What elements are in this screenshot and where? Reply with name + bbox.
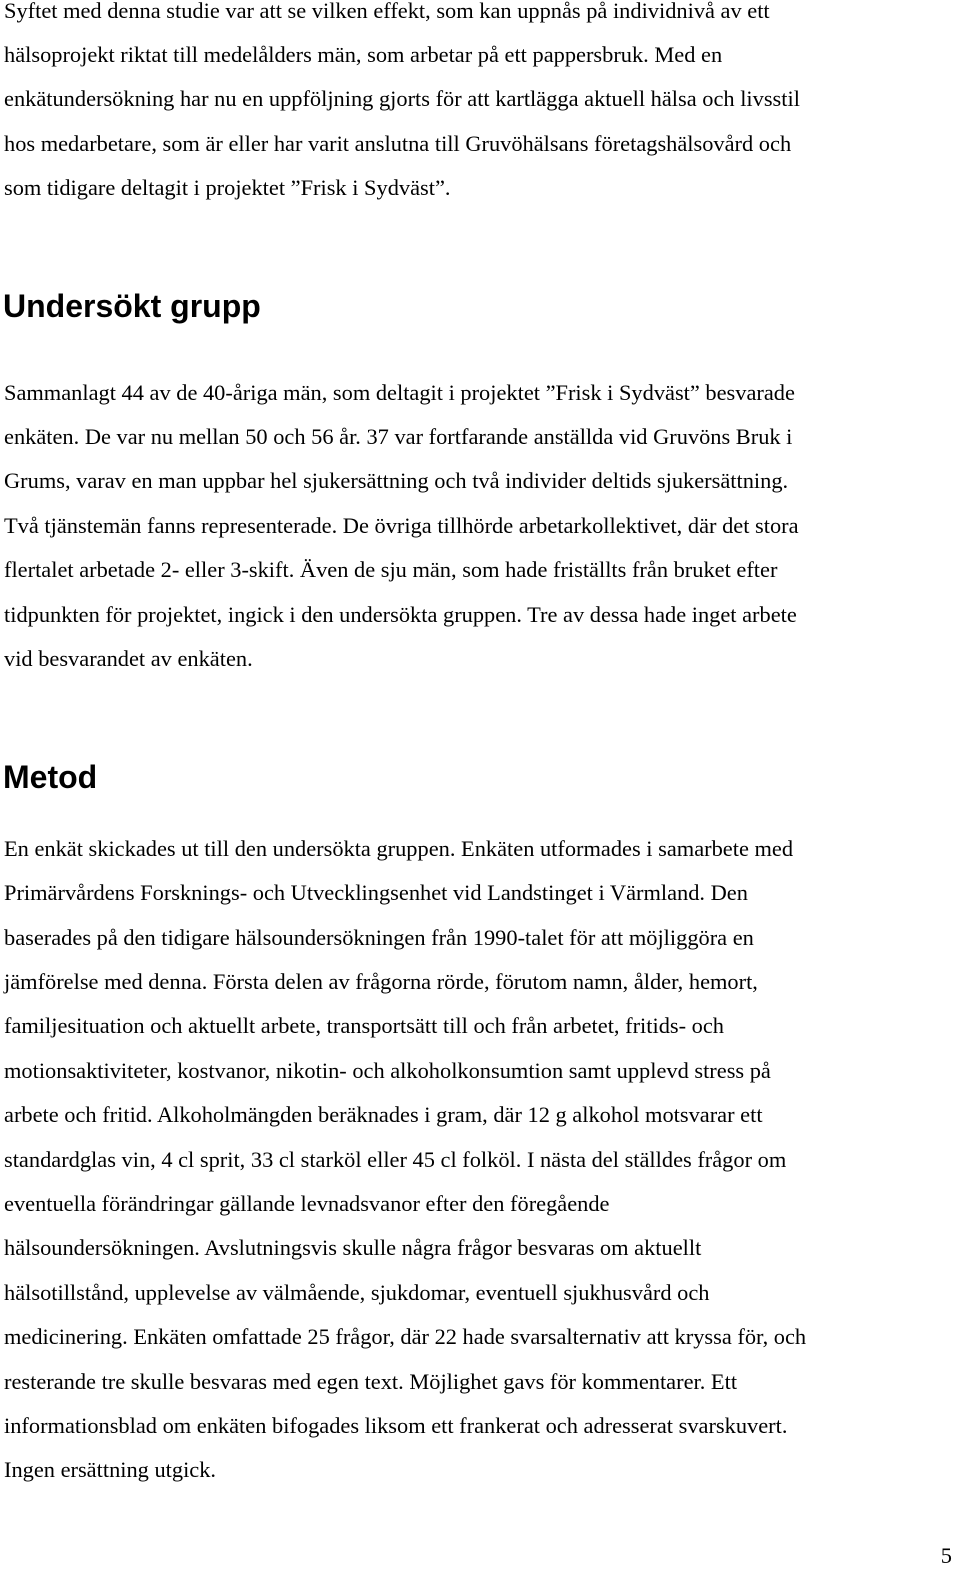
method-line: Primärvårdens Forsknings- och Utvecklingsenhet vid Landstinget i Värmland. Den (4, 880, 748, 905)
intro-line: som tidigare deltagit i projektet ”Frisk i Sydväst”. (4, 175, 451, 200)
section-heading-metod: Metod (3, 759, 98, 795)
group-line: Grums, varav en man uppbar hel sjukersättning och två individer deltids sjukersättning. (4, 468, 789, 493)
group-line: flertalet arbetade 2- eller 3-skift. Även de sju män, som hade friställts från bruket efter (4, 557, 778, 582)
intro-line: hälsoprojekt riktat till medelålders män, som arbetar på ett pappersbruk. Med en (4, 42, 723, 67)
method-line: baserades på den tidigare hälsoundersökningen från 1990-talet för att möjliggöra en (4, 925, 754, 950)
intro-line: Syftet med denna studie var att se vilken effekt, som kan uppnås på individnivå av ett (4, 0, 770, 23)
method-line: jämförelse med denna. Första delen av frågorna rörde, förutom namn, ålder, hemort, (4, 969, 758, 994)
method-line: eventuella förändringar gällande levnadsvanor efter den föregående (4, 1191, 610, 1216)
method-line: informationsblad om enkäten bifogades liksom ett frankerat och adresserat svarskuvert. (4, 1413, 788, 1438)
intro-line: enkätundersökning har nu en uppföljning gjorts för att kartlägga aktuell hälsa och livsstil (4, 86, 800, 111)
method-line: familjesituation och aktuellt arbete, transportsätt till och från arbetet, fritids- och (4, 1013, 724, 1038)
page-number: 5 (940, 1543, 952, 1568)
group-line: vid besvarandet av enkäten. (4, 646, 253, 671)
method-line: motionsaktiviteter, kostvanor, nikotin- och alkoholkonsumtion samt upplevd stress på (4, 1058, 771, 1083)
intro-line: hos medarbetare, som är eller har varit anslutna till Gruvöhälsans företagshälsovård och (4, 131, 792, 156)
group-line: Två tjänstemän fanns representerade. De övriga tillhörde arbetarkollektivet, där det stora (4, 513, 799, 538)
method-line: medicinering. Enkäten omfattade 25 frågor, där 22 hade svarsalternativ att kryssa för, och (4, 1324, 807, 1349)
method-line: standardglas vin, 4 cl sprit, 33 cl starköl eller 45 cl folköl. I nästa del ställdes frågor om (4, 1147, 787, 1172)
method-line: arbete och fritid. Alkoholmängden beräknades i gram, där 12 g alkohol motsvarar ett (4, 1102, 763, 1127)
method-line: Ingen ersättning utgick. (4, 1457, 217, 1482)
group-line: tidpunkten för projektet, ingick i den undersökta gruppen. Tre av dessa hade inget arbete (4, 602, 797, 627)
method-line: hälsoundersökningen. Avslutningsvis skulle några frågor besvaras om aktuellt (4, 1235, 702, 1260)
group-line: enkäten. De var nu mellan 50 och 56 år. 37 var fortfarande anställda vid Gruvöns Bruk i (4, 424, 793, 449)
method-line: resterande tre skulle besvaras med egen text. Möjlighet gavs för kommentarer. Ett (4, 1369, 738, 1394)
method-line: hälsotillstånd, upplevelse av välmående, sjukdomar, eventuell sjukhusvård och (4, 1280, 710, 1305)
group-line: Sammanlagt 44 av de 40-åriga män, som deltagit i projektet ”Frisk i Sydväst” besvarade (4, 380, 795, 405)
section-heading-undersokt-grupp: Undersökt grupp (3, 288, 261, 324)
method-line: En enkät skickades ut till den undersökta gruppen. Enkäten utformades i samarbete med (4, 836, 794, 861)
